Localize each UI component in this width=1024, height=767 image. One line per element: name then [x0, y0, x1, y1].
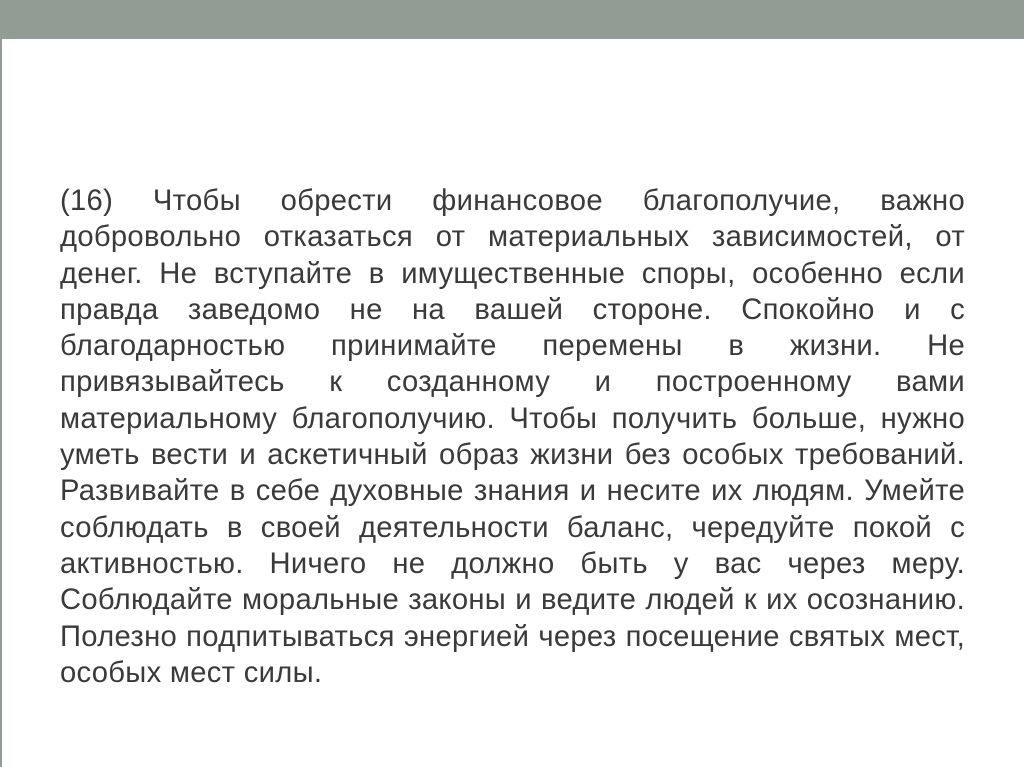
left-frame-border	[0, 39, 2, 767]
slide-body-text: (16) Чтобы обрести финансовое благополучие, важно добровольно отказаться от материальных зависимостей, от денег. Не вступайте в имущественные споры, особенно если правда заведомо не на вашей стороне. Спокойно и с благодарностью принимайте перемены в жизни. Не привязывайтесь к созданному и построенному вами материальному благополучию. Чтобы получить больше, нужно уметь вести и аскетичный образ жизни без особых требований. Развивайте в себе духовные знания и несите их людям. Умейте соблюдать в своей деятельности баланс, чередуйте покой с активностью. Ничего не должно быть у вас через меру. Соблюдайте моральные законы и ведите людей к их осознанию. Полезно подпитываться энергией через посещение святых мест, особых мест силы.	[60, 185, 965, 689]
top-frame-bar	[0, 0, 1024, 39]
